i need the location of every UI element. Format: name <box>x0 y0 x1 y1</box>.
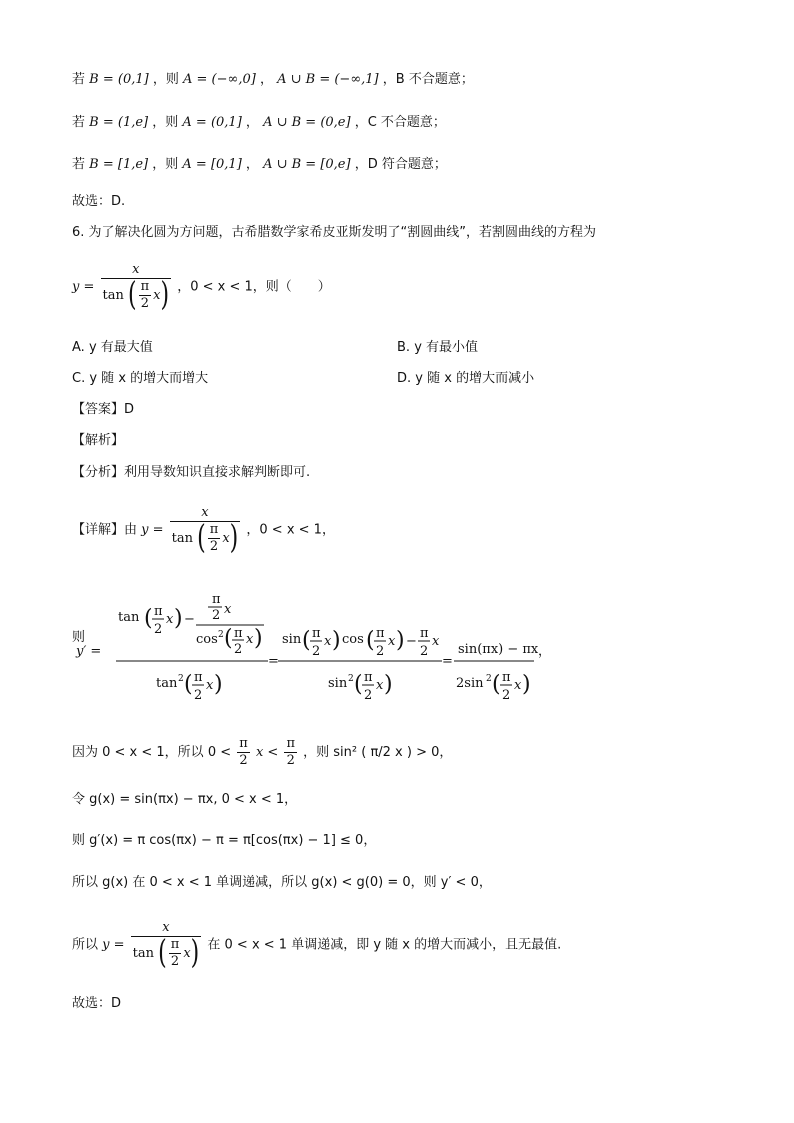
math-union: A ∪ B = [0,e] <box>263 157 351 172</box>
text-prefix: 若 <box>72 157 86 172</box>
svg-text:2: 2 <box>502 688 511 703</box>
text-mid: ，则 <box>152 115 179 130</box>
svg-text:2: 2 <box>486 674 492 684</box>
svg-text:π: π <box>194 670 203 685</box>
svg-text:2: 2 <box>178 674 184 684</box>
question-6-text: 6. 为了解决化圆为方问题，古希腊数学家希皮亚斯发明了“割圆曲线”，若割圆曲线的方程为 <box>72 225 597 240</box>
fraction-denominator: tan ( $\frac{\pi}{2}$ x) <box>102 276 170 314</box>
pi: π <box>209 522 219 537</box>
svg-text:x: x <box>166 612 174 627</box>
pi: π <box>286 736 295 751</box>
fraction-numerator: x <box>132 262 140 277</box>
svg-text:sin: sin <box>282 632 302 647</box>
pi-over-two <box>237 736 250 769</box>
svg-text:): ) <box>174 606 183 631</box>
svg-text:x: x <box>514 678 522 693</box>
text-mid: ，则 <box>152 72 179 87</box>
because-text: 因为 0 < x < 1，所以 0 < <box>72 745 232 760</box>
text-sep: ， <box>259 72 273 87</box>
fraction <box>170 505 241 555</box>
svg-text:cos: cos <box>342 632 364 647</box>
tan-label: tan <box>132 946 155 961</box>
svg-text:): ) <box>332 628 341 653</box>
text-suffix: ，C 不合题意； <box>354 115 446 130</box>
svg-text:): ) <box>384 672 393 697</box>
ze-label: 则 <box>72 630 86 645</box>
case-c-line <box>72 113 446 133</box>
choose-line-2: 故选：D <box>72 996 122 1011</box>
choose-line-1: 故选：D. <box>72 194 126 209</box>
x-var: x <box>222 531 230 546</box>
option-text: y 随 x 的增大而增大 <box>89 371 209 386</box>
option-b[interactable] <box>397 338 478 358</box>
svg-text:2: 2 <box>154 622 163 637</box>
detail-condition: ，0 < x < 1， <box>246 522 335 538</box>
option-label: C. <box>72 371 86 386</box>
option-label: D. <box>397 371 412 386</box>
tan-label: tan <box>102 288 124 303</box>
derivative-equation <box>72 585 572 710</box>
svg-text:π: π <box>364 670 373 685</box>
svg-text:cos: cos <box>196 632 218 647</box>
svg-text:x: x <box>206 678 214 693</box>
svg-text:2: 2 <box>348 674 354 684</box>
option-label: B. <box>397 340 411 355</box>
svg-text:=: = <box>442 654 453 669</box>
text-mid: ，则 <box>152 157 179 172</box>
final-prefix: 所以 <box>72 937 99 953</box>
svg-text:sin: sin <box>328 676 348 691</box>
svg-text:2sin: 2sin <box>456 676 484 691</box>
text-sep: ， <box>245 157 259 172</box>
case-b-line <box>72 70 474 90</box>
pi-over-two <box>139 279 152 312</box>
pi: π <box>170 937 180 952</box>
svg-text:π: π <box>312 626 321 641</box>
x-var: x <box>153 288 161 303</box>
final-suffix: 在 0 < x < 1 单调递减，即 y 随 x 的增大而减小，且无最值. <box>207 937 562 953</box>
analysis-summary: 【分析】利用导数知识直接求解判断即可. <box>72 465 311 480</box>
text-suffix: ，B 不合题意； <box>382 72 474 87</box>
analysis-heading: 【解析】 <box>72 433 125 448</box>
svg-text:(: ( <box>354 672 363 697</box>
detail-line <box>72 505 335 555</box>
two: 2 <box>139 295 152 312</box>
option-c[interactable] <box>72 369 208 389</box>
math-a: A = (−∞,0] <box>182 72 256 87</box>
svg-text:π: π <box>502 670 511 685</box>
fraction-denominator: tan ( $\frac{\pi}{2}$ x) <box>171 519 239 557</box>
math-union: A ∪ B = (−∞,1] <box>277 72 379 87</box>
eq-y: y = <box>72 279 95 295</box>
svg-text:=: = <box>268 654 279 669</box>
svg-text:(: ( <box>366 628 375 653</box>
detail-prefix: 【详解】由 <box>72 522 138 538</box>
svg-text:): ) <box>214 672 223 697</box>
svg-text:π: π <box>212 592 221 607</box>
two: 2 <box>208 538 221 555</box>
eq-y: y = <box>141 522 164 538</box>
svg-text:tan: tan <box>118 610 140 625</box>
svg-text:x: x <box>388 634 396 649</box>
fraction <box>101 262 172 312</box>
answer-line: 【答案】D <box>72 402 135 417</box>
svg-text:x: x <box>432 634 440 649</box>
math-b: B = (0,1] <box>89 72 149 87</box>
svg-text:2: 2 <box>420 644 429 659</box>
eq-y: y = <box>102 937 125 953</box>
option-text: y 有最小值 <box>414 340 479 355</box>
option-text: y 有最大值 <box>88 340 153 355</box>
case-d-line <box>72 155 447 175</box>
svg-text:): ) <box>254 626 263 651</box>
math-a: A = (0,1] <box>182 115 242 130</box>
pi: π <box>140 279 150 294</box>
text-prefix: 若 <box>72 72 86 87</box>
svg-text:(: ( <box>144 606 153 631</box>
text-sep: ， <box>245 115 259 130</box>
fraction-numerator: x <box>162 920 170 935</box>
option-label: A. <box>72 340 85 355</box>
svg-text:2: 2 <box>312 644 321 659</box>
svg-text:x: x <box>324 634 332 649</box>
g-prime-line: 则 g′(x) = π cos(πx) − π = π[cos(πx) − 1] ≤ 0， <box>72 833 377 848</box>
because-mid: x < <box>255 745 279 760</box>
svg-text:(: ( <box>184 672 193 697</box>
two: 2 <box>237 752 250 769</box>
svg-text:2: 2 <box>194 688 203 703</box>
svg-text:(: ( <box>492 672 501 697</box>
text-suffix: ，D 符合题意； <box>354 157 447 172</box>
svg-text:x: x <box>246 632 254 647</box>
math-b: B = [1,e] <box>89 157 149 172</box>
svg-text:π: π <box>420 626 429 641</box>
svg-text:(: ( <box>224 626 233 651</box>
define-g-line: 令 g(x) = sin(πx) − πx, 0 < x < 1， <box>72 792 298 807</box>
monotonic-line: 所以 g(x) 在 0 < x < 1 单调递减，所以 g(x) < g(0) = 0，则 y′ < 0， <box>72 875 492 890</box>
svg-text:−: − <box>184 612 195 627</box>
eq-condition: ，0 < x < 1，则（ ） <box>177 279 331 295</box>
svg-text:π: π <box>234 626 243 641</box>
svg-text:): ) <box>396 628 405 653</box>
pi-over-two <box>169 937 182 970</box>
tan-label: tan <box>171 531 194 546</box>
math-union: A ∪ B = (0,e] <box>263 115 351 130</box>
svg-text:2: 2 <box>212 608 221 623</box>
svg-text:): ) <box>522 672 531 697</box>
svg-text:sin(πx) − πx: sin(πx) − πx <box>458 642 539 657</box>
svg-text:−: − <box>406 634 417 649</box>
svg-text:2: 2 <box>234 642 243 657</box>
final-line <box>72 920 561 970</box>
svg-text:x: x <box>376 678 384 693</box>
pi-over-two <box>284 736 297 769</box>
svg-text:π: π <box>376 626 385 641</box>
svg-text:，: ， <box>538 644 552 659</box>
fraction-numerator: x <box>201 505 209 520</box>
svg-text:(: ( <box>302 628 311 653</box>
two: 2 <box>284 752 297 769</box>
option-d[interactable] <box>397 369 534 389</box>
pi: π <box>239 736 248 751</box>
because-line <box>72 736 452 769</box>
svg-text:π: π <box>154 604 163 619</box>
two: 2 <box>169 953 182 970</box>
x-var: x <box>183 946 191 961</box>
question-equation <box>72 262 331 312</box>
svg-text:2: 2 <box>364 688 373 703</box>
option-a[interactable] <box>72 338 153 358</box>
fraction-denominator: tan ( $\frac{\pi}{2}$ x) <box>132 934 200 972</box>
option-text: y 随 x 的增大而减小 <box>415 371 535 386</box>
fraction <box>131 920 202 970</box>
text-prefix: 若 <box>72 115 86 130</box>
svg-text:x: x <box>224 602 232 617</box>
svg-text:2: 2 <box>376 644 385 659</box>
math-b: B = (1,e] <box>89 115 149 130</box>
because-end: ，则 sin² ( π/2 x ) > 0， <box>303 745 453 760</box>
math-a: A = [0,1] <box>182 157 242 172</box>
pi-over-two <box>208 522 221 555</box>
svg-text:y′ =: y′ = <box>76 644 102 659</box>
svg-text:2: 2 <box>218 630 224 640</box>
svg-text:tan: tan <box>156 676 178 691</box>
